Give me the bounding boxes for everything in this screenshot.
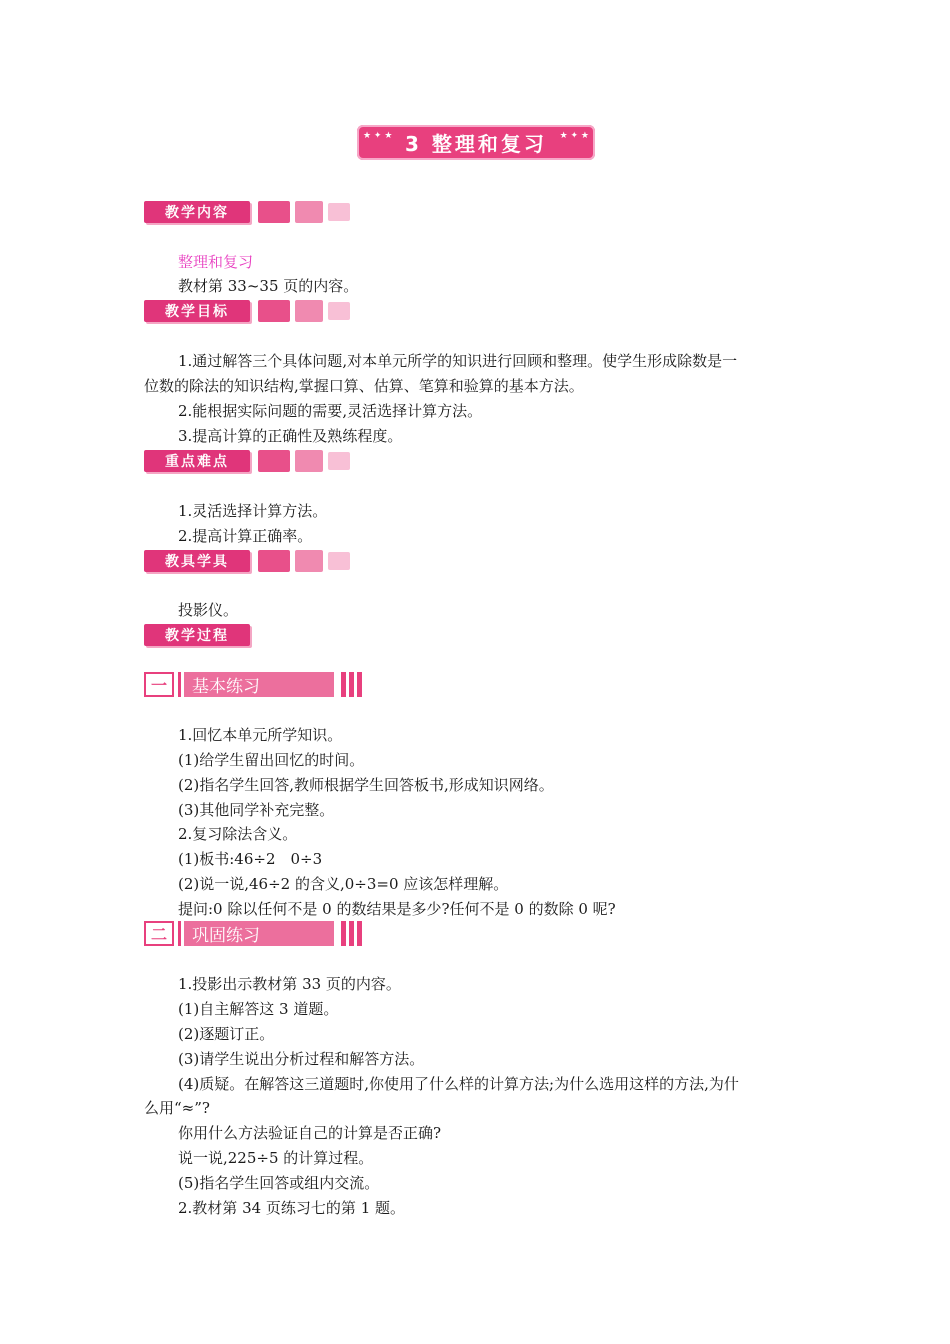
goal-line: 位数的除法的知识结构,掌握口算、估算、笔算和验算的基本方法。 — [144, 377, 584, 395]
keypoint-line: 1.灵活选择计算方法。 — [178, 502, 328, 520]
part-line: 1.投影出示教材第 33 页的内容。 — [178, 975, 401, 993]
decor-square — [328, 302, 350, 320]
decor-square — [258, 300, 290, 322]
section-header-tools — [144, 548, 350, 573]
tool-line: 投影仪。 — [178, 601, 239, 619]
decor-stripes — [338, 921, 362, 946]
lesson-title: 3 整理和复习 — [405, 132, 547, 156]
section-header-goals — [144, 298, 350, 323]
part-line: 2.复习除法含义。 — [178, 825, 298, 843]
section-label: 教具学具 — [144, 550, 250, 572]
section-label: 教学内容 — [144, 201, 250, 223]
decor-square — [328, 452, 350, 470]
keypoint-line: 2.提高计算正确率。 — [178, 527, 313, 545]
part-number: 二 — [144, 921, 174, 946]
part-title: 巩固练习 — [184, 921, 334, 946]
part-line: 1.回忆本单元所学知识。 — [178, 726, 343, 744]
decor-square — [295, 550, 323, 572]
decor-square — [295, 201, 323, 223]
decor-square — [258, 450, 290, 472]
part-line: (1)自主解答这 3 道题。 — [178, 1000, 339, 1018]
section-header-process — [144, 622, 250, 647]
part-line: (5)指名学生回答或组内交流。 — [178, 1174, 380, 1192]
goal-line: 2.能根据实际问题的需要,灵活选择计算方法。 — [178, 402, 483, 420]
part-line: 么用“≈”? — [144, 1099, 210, 1117]
part-header-consolidate — [144, 921, 362, 946]
part-line: (3)请学生说出分析过程和解答方法。 — [178, 1050, 425, 1068]
part-line: (1)给学生留出回忆的时间。 — [178, 751, 365, 769]
section-label: 教学过程 — [144, 624, 250, 646]
part-header-basic — [144, 672, 362, 697]
decor-square — [295, 450, 323, 472]
part-line: (4)质疑。在解答这三道题时,你使用了什么样的计算方法;为什么选用这样的方法,为什 — [178, 1075, 739, 1093]
decor-square — [328, 552, 350, 570]
section-label: 重点难点 — [144, 450, 250, 472]
content-line: 教材第 33~35 页的内容。 — [178, 277, 359, 295]
goal-line: 3.提高计算的正确性及熟练程度。 — [178, 427, 403, 445]
star-decoration-icon: ★ ✦ ★ — [559, 131, 589, 141]
decor-square — [295, 300, 323, 322]
part-line: 2.教材第 34 页练习七的第 1 题。 — [178, 1199, 406, 1217]
goal-line: 1.通过解答三个具体问题,对本单元所学的知识进行回顾和整理。使学生形成除数是一 — [178, 352, 738, 370]
decor-square — [258, 550, 290, 572]
part-title: 基本练习 — [184, 672, 334, 697]
part-line: (3)其他同学补充完整。 — [178, 801, 335, 819]
part-line: (2)说一说,46÷2 的含义,0÷3=0 应该怎样理解。 — [178, 875, 509, 893]
part-line: 提问:0 除以任何不是 0 的数结果是多少?任何不是 0 的数除 0 呢? — [178, 900, 616, 918]
section-label: 教学目标 — [144, 300, 250, 322]
decor-square — [258, 201, 290, 223]
decor-square — [328, 203, 350, 221]
content-line: 整理和复习 — [178, 253, 254, 271]
section-header-keypoints — [144, 448, 350, 473]
section-header-content — [144, 199, 350, 224]
part-line: 说一说,225÷5 的计算过程。 — [178, 1149, 374, 1167]
part-line: (2)指名学生回答,教师根据学生回答板书,形成知识网络。 — [178, 776, 554, 794]
part-line: (1)板书:46÷2 0÷3 — [178, 850, 323, 868]
decor-stripes — [338, 672, 362, 697]
part-line: 你用什么方法验证自己的计算是否正确? — [178, 1124, 442, 1142]
lesson-title-banner — [357, 125, 595, 160]
part-number: 一 — [144, 672, 174, 697]
star-decoration-icon: ★ ✦ ★ — [363, 131, 393, 141]
part-line: (2)逐题订正。 — [178, 1025, 275, 1043]
